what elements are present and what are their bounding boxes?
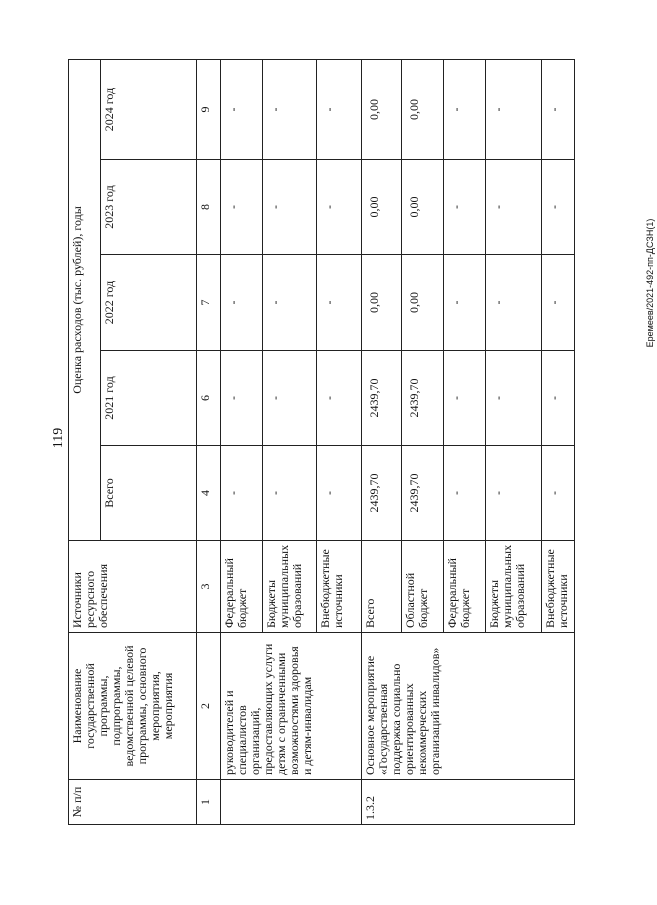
header-num: № п/п: [69, 780, 197, 825]
col-number: 6: [197, 351, 221, 446]
row-2024: -: [317, 59, 362, 159]
row-2022: -: [542, 255, 575, 351]
col-number: 9: [197, 59, 221, 159]
header-2021: 2021 год: [101, 351, 197, 446]
row-total: -: [542, 446, 575, 541]
row-num: 1.3.2: [362, 780, 575, 825]
row-name: Основное мероприятие «Государственная поддержка социально ориентированных некоммерческих организаций инвалидов»: [362, 633, 575, 780]
col-number: 1: [197, 780, 221, 825]
row-2024: -: [444, 59, 486, 159]
row-source: Федеральный бюджет: [444, 541, 486, 633]
row-2024: -: [542, 59, 575, 159]
header-2024: 2024 год: [101, 59, 197, 159]
row-num: [221, 780, 362, 825]
row-2021: -: [486, 351, 542, 446]
row-2021: -: [317, 351, 362, 446]
row-2021: -: [221, 351, 263, 446]
page-number: 119: [51, 427, 66, 449]
row-total: -: [486, 446, 542, 541]
row-2022: -: [317, 255, 362, 351]
row-2021: 2439,70: [362, 351, 402, 446]
row-2023: -: [486, 160, 542, 255]
table-row: [221, 59, 263, 824]
rotated-table-container: [68, 60, 575, 825]
row-2023: 0,00: [362, 160, 402, 255]
row-2023: 0,00: [402, 160, 444, 255]
row-2024: 0,00: [362, 59, 402, 159]
row-2023: -: [444, 160, 486, 255]
col-number: 7: [197, 255, 221, 351]
row-2022: 0,00: [402, 255, 444, 351]
row-2021: 2439,70: [402, 351, 444, 446]
expenditure-table: [68, 59, 575, 825]
row-2024: 0,00: [402, 59, 444, 159]
row-2022: -: [486, 255, 542, 351]
row-total: 2439,70: [402, 446, 444, 541]
row-source: Внебюджетные источники: [542, 541, 575, 633]
row-2022: -: [263, 255, 317, 351]
document-stamp: Еремеев/2021-492-пп-ДСЗН(1): [645, 218, 655, 348]
row-source: Федеральный бюджет: [221, 541, 263, 633]
header-name: Наименование государственной программы, подпрограммы, ведомственной целевой программы, основного мероприятия, мероприятия: [69, 633, 197, 780]
row-2021: -: [542, 351, 575, 446]
row-2024: -: [486, 59, 542, 159]
row-total: -: [444, 446, 486, 541]
row-total: -: [221, 446, 263, 541]
column-number-row: [197, 59, 221, 824]
row-2024: -: [263, 59, 317, 159]
row-2021: -: [263, 351, 317, 446]
row-2023: -: [263, 160, 317, 255]
header-total: Всего: [101, 446, 197, 541]
col-number: 8: [197, 160, 221, 255]
row-source: Внебюджетные источники: [317, 541, 362, 633]
row-source: Всего: [362, 541, 402, 633]
row-2024: -: [221, 59, 263, 159]
row-source: Областной бюджет: [402, 541, 444, 633]
row-source: Бюджеты муниципальных образований: [486, 541, 542, 633]
col-number: 2: [197, 633, 221, 780]
row-2021: -: [444, 351, 486, 446]
header-source: Источники ресурсного обеспечения: [69, 541, 197, 633]
row-total: -: [317, 446, 362, 541]
row-name: руководителей и специалистов организаций, предоставляющих услуги детям с ограниченными возможностями здоровья и детям-инвалидам: [221, 633, 362, 780]
row-2022: -: [444, 255, 486, 351]
header-2023: 2023 год: [101, 160, 197, 255]
row-2023: -: [221, 160, 263, 255]
row-2022: 0,00: [362, 255, 402, 351]
header-2022: 2022 год: [101, 255, 197, 351]
row-2023: -: [317, 160, 362, 255]
row-2022: -: [221, 255, 263, 351]
row-total: -: [263, 446, 317, 541]
col-number: 3: [197, 541, 221, 633]
row-source: Бюджеты муниципальных образований: [263, 541, 317, 633]
row-2023: -: [542, 160, 575, 255]
row-total: 2439,70: [362, 446, 402, 541]
header-group: Оценка расходов (тыс. рублей), годы: [69, 59, 101, 540]
table-row: [362, 59, 402, 824]
col-number: 4: [197, 446, 221, 541]
header-row-1: [69, 59, 101, 824]
